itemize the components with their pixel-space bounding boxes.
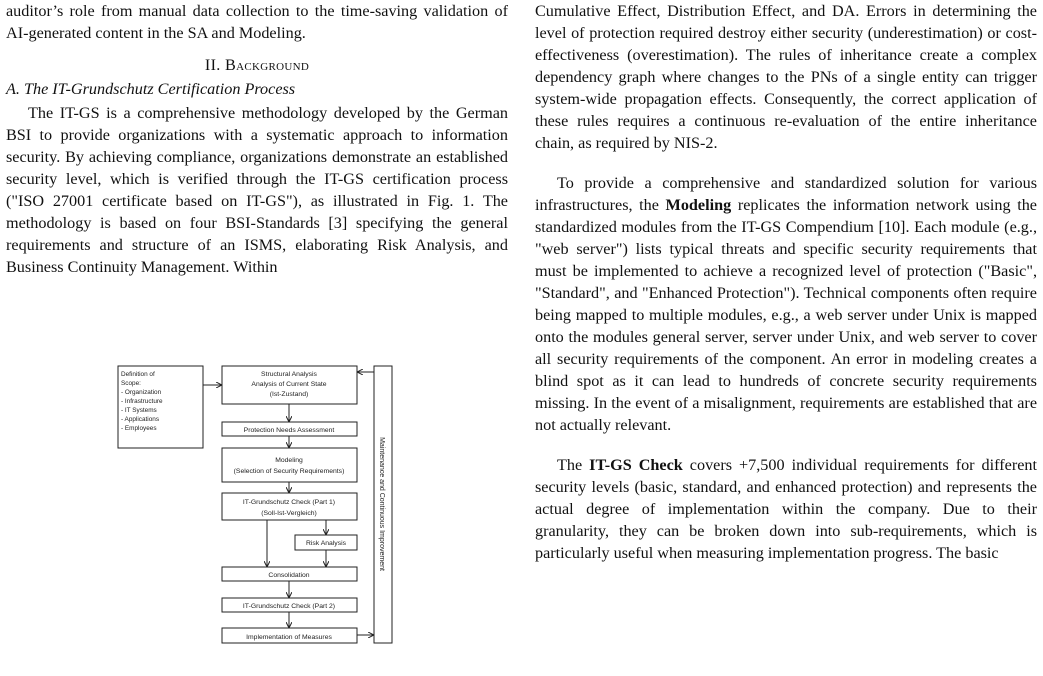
scope-title: Definition of [121, 371, 155, 378]
maintenance-label: Maintenance and Continuous Improvement [378, 437, 385, 571]
body-paragraph: Cumulative Effect, Distribution Effect, and DA. Errors in determining the level of protection required destroy either security (underestimation) or cost-effectiveness (overestimation). The rules of inheritance create a complex dependency graph where changes to the PNs of a single entity can trigger system-wide propagation effects. Consequently, the correct application of these rules requires a continuous re-evaluation of the entire inheritance chain, as required by NIS-2. [535, 2, 1037, 152]
modeling-term: Modeling [665, 196, 732, 214]
consolidation-label: Consolidation [268, 572, 310, 579]
implementation-label: Implementation of Measures [246, 634, 332, 641]
section-heading: II. Background [204, 56, 310, 74]
right-column [535, 0, 1037, 564]
check-term: IT-GS Check [589, 456, 683, 474]
scope-subtitle: Scope: [121, 380, 141, 387]
check-paragraph [535, 454, 1037, 564]
modeling-label: Modeling [275, 457, 303, 464]
intro-paragraph: auditor’s role from manual data collection to the time-saving validation of AI-generated content in the SA and Modeling. [6, 2, 508, 42]
check-text: covers +7,500 individual requirements for different security levels (basic, standard, and enhanced protection) and represents the actual degree of implementation within the company. Due to their granularity, they can be broken down into sub-requirements, which is particularly useful when measuring implementation progress. The basic [535, 456, 1037, 562]
left-column [6, 0, 508, 278]
structural-analysis-label: Analysis of Current State [251, 381, 327, 388]
subsection-heading: A. The IT-Grundschutz Certification Process [6, 80, 296, 98]
scope-item: - Infrastructure [121, 398, 163, 405]
structural-analysis-label: Structural Analysis [261, 371, 317, 378]
protection-needs-label: Protection Needs Assessment [243, 427, 335, 434]
modeling-intro: To provide a comprehensive and standardized solution for various infrastructures, the [535, 174, 1037, 214]
scope-item: - Organization [121, 389, 162, 396]
check-part2-label: IT-Grundschutz Check (Part 2) [242, 603, 336, 610]
modeling-box [222, 448, 357, 482]
modeling-text: replicates the information network using the standardized modules from the IT-GS Compendium [10]. Each module (e.g., "web server") lists typical threats and specific security requirements that must be implemented to achieve a recognized level of protection ("Basic", "Standard", and "Enhanced Protection"). Technical components often require being mapped to multiple modules, e.g., a web server under Unix is mapped onto the modules general server, server under Unix, and web server to cover all security requirements of the component. An error in modeling creates a blind spot as it can lead to hundreds of concrete security requirements missing. In the event of a misalignment, requirements are established that are not actually relevant. [535, 196, 1037, 434]
check-part1-label: IT-Grundschutz Check (Part 1) [242, 499, 336, 506]
check-part1-label: (Soll-Ist-Vergleich) [261, 510, 317, 517]
modeling-label: (Selection of Security Requirements) [233, 468, 345, 475]
risk-analysis-label: Risk Analysis [305, 540, 347, 547]
process-figure [117, 363, 407, 663]
structural-analysis-label: (Ist-Zustand) [269, 391, 309, 398]
scope-item: - Applications [121, 416, 160, 423]
check-intro: The [557, 456, 590, 474]
body-paragraph: The IT-GS is a comprehensive methodology developed by the German BSI to provide organizations with a systematic approach to information security. By achieving compliance, organizations demonstrate an established security level, which is verified through the IT-GS certification process ("ISO 27001 certificate based on IT-GS"), as illustrated in Fig. 1. The methodology is based on four BSI-Standards [3] specifying the general requirements and structure of an ISMS, elaborating Risk Analysis, and Business Continuity Management. Within [6, 104, 508, 276]
scope-item: - Employees [121, 425, 157, 432]
scope-item: - IT Systems [121, 407, 157, 414]
modeling-paragraph [535, 172, 1037, 436]
